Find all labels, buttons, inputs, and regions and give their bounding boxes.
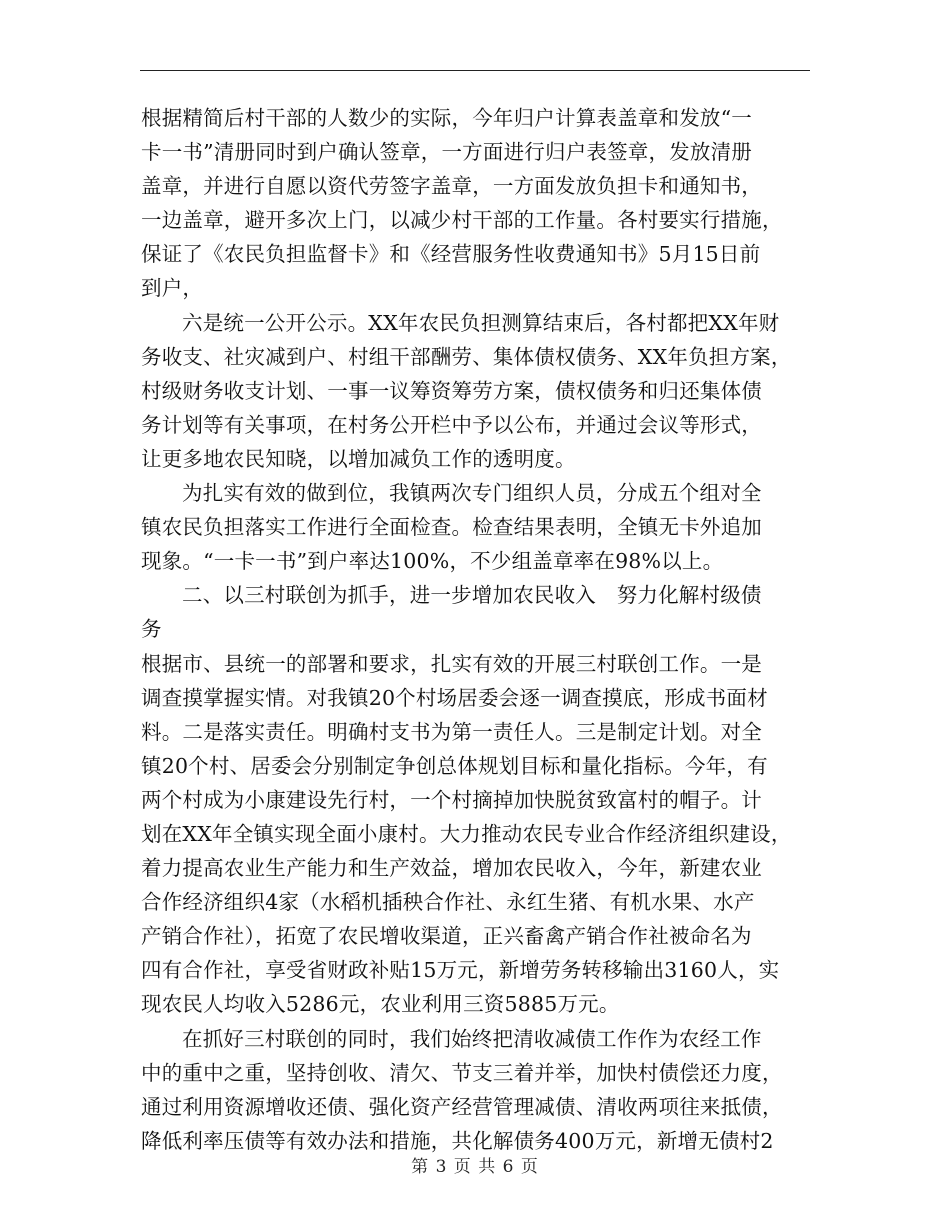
text-line: 根据市、县统一的部署和要求，扎实有效的开展三村联创工作。一是	[141, 651, 762, 676]
text-line: 镇20个村、居委会分别制定争创总体规划目标和量化指标。今年，有	[141, 753, 768, 778]
text-line: 务收支、社灾减到户、村组干部酬劳、集体债权债务、XX年负担方案，	[141, 344, 792, 369]
text-line: 通过利用资源增收还债、强化资产经营管理减债、清收两项往来抵债，	[141, 1094, 783, 1119]
text-line: 为扎实有效的做到位，我镇两次专门组织人员，分成五个组对全	[182, 481, 762, 506]
text-line: 着力提高农业生产能力和生产效益，增加农民收入，今年，新建农业	[141, 856, 762, 881]
text-line: 务	[141, 617, 162, 642]
header-rule	[140, 70, 810, 71]
text-line: 调查摸掌握实情。对我镇20个村场居委会逐一调查摸底，形成书面材	[141, 685, 768, 710]
text-line: 保证了《农民负担监督卡》和《经营服务性收费通知书》5月15日前	[141, 242, 761, 267]
text-line: 务计划等有关事项，在村务公开栏中予以公布，并通过会议等形式，	[141, 412, 762, 437]
text-line: 镇农民负担落实工作进行全面检查。检查结果表明，全镇无卡外追加	[141, 515, 762, 540]
document-body	[141, 101, 813, 1158]
text-line: 现象。“一卡一书”到户率达100%，不少组盖章率在98%以上。	[141, 549, 724, 574]
text-line: 一边盖章，避开多次上门，以减少村干部的工作量。各村要实行措施，	[141, 208, 783, 233]
text-line: 划在XX年全镇实现全面小康村。大力推动农民专业合作经济组织建设，	[141, 821, 792, 846]
text-line: 四有合作社，享受省财政补贴15万元，新增劳务转移输出3160人，实	[141, 958, 780, 983]
text-line: 产销合作社），拓宽了农民增收渠道，正兴畜禽产销合作社被命名为	[141, 924, 752, 949]
text-line: 在抓好三村联创的同时，我们始终把清收减债工作作为农经工作	[182, 1026, 762, 1051]
text-line: 村级财务收支计划、一事一议筹资筹劳方案，债权债务和归还集体债	[141, 378, 762, 403]
page-number: 第 3 页 共 6 页	[411, 1157, 539, 1177]
text-line: 到户，	[141, 276, 204, 301]
text-line: 盖章，并进行自愿以资代劳签字盖章，一方面发放负担卡和通知书，	[141, 174, 762, 199]
text-line: 降低利率压债等有效办法和措施，共化解债务400万元，新增无债村2	[141, 1128, 774, 1153]
text-line: 卡一书”清册同时到户确认签章，一方面进行归户表签章，发放清册	[141, 140, 752, 165]
text-line: 合作经济组织4家（水稻机插秧合作社、永红生猪、有机水果、水产	[141, 890, 755, 915]
text-line: 现农民人均收入5286元，农业利用三资5885万元。	[141, 992, 620, 1017]
text-line: 让更多地农民知晓，以增加减负工作的透明度。	[141, 446, 576, 471]
text-line: 两个村成为小康建设先行村，一个村摘掉加快脱贫致富村的帽子。计	[141, 787, 762, 812]
text-line: 二、以三村联创为抓手，进一步增加农民收入 努力化解村级债	[182, 583, 762, 608]
text-line: 根据精简后村干部的人数少的实际，今年归户计算表盖章和发放“一	[141, 106, 752, 130]
text-line: 六是统一公开公示。XX年农民负担测算结束后，各村都把XX年财	[182, 310, 780, 335]
text-line: 中的重中之重，坚持创收、清欠、节支三着并举，加快村债偿还力度，	[141, 1060, 783, 1085]
text-line: 料。二是落实责任。明确村支书为第一责任人。三是制定计划。对全	[141, 719, 762, 744]
